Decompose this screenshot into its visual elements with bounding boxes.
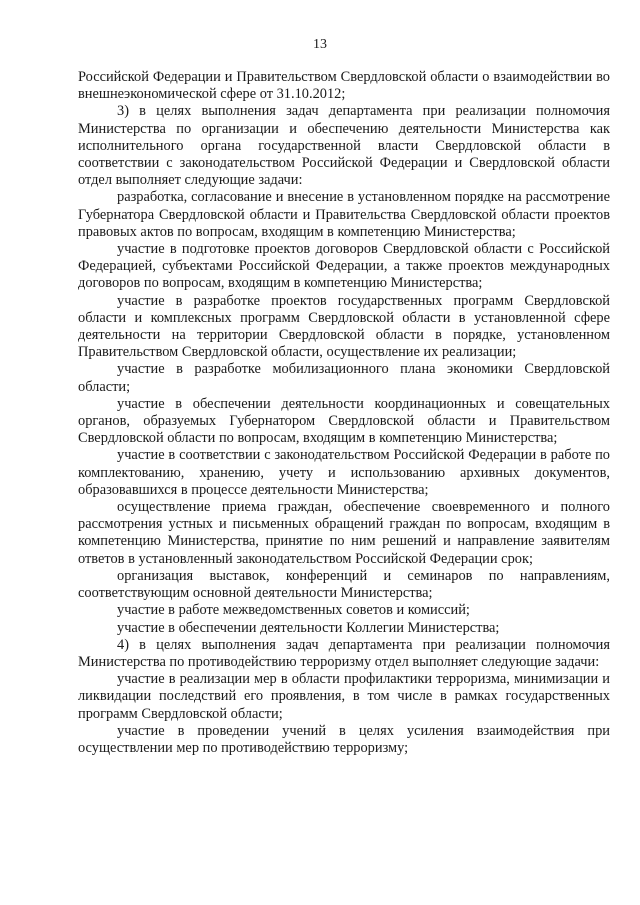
paragraph-task-coordination-bodies: участие в обеспечении деятельности координационных и совещательных органов, образуемых Губернатором Свердловской области и Правительством Свердловской области по вопросам, входящим в компетенцию Министерства; [78, 395, 610, 447]
paragraph-task-state-programs: участие в разработке проектов государственных программ Свердловской области и комплексных программ Свердловской области в установленной сфере деятельности на территории Свердловской области в порядке, установленном Правительством Свердловской области, осуществление их реализации; [78, 292, 610, 361]
document-body [78, 69, 610, 757]
page-number: 13 [313, 37, 327, 52]
paragraph-task-citizen-appeals: осуществление приема граждан, обеспечение своевременного и полного рассмотрения устных и письменных обращений граждан по вопросам, входящим в компетенцию Министерства, принятие по ним решений и направление заявителям ответов в установленный законодательством Российской Федерации срок; [78, 499, 610, 567]
paragraph-item-3-header: 3) в целях выполнения задач департамента при реализации полномочия Министерства по организации и обеспечению деятельности Министерства как исполнительного органа государственной власти Свердловской области в соответствии с законодательством Российской Федерации и Свердловской области отдел выполняет следующие задачи: [78, 103, 610, 189]
paragraph-task-archives: участие в соответствии с законодательством Российской Федерации в работе по комплектованию, хранению, учету и использованию архивных документов, образовавшихся в процессе деятельности Министерства; [78, 447, 610, 498]
paragraph-task-legal-acts: разработка, согласование и внесение в установленном порядке на рассмотрение Губернатора Свердловской области и Правительства Свердловской области проектов правовых актов по вопросам, входящим в компетенцию Министерства; [78, 189, 610, 240]
paragraph-task-councils: участие в работе межведомственных советов и комиссий; [117, 602, 470, 619]
paragraph-intro-continuation: Российской Федерации и Правительством Свердловской области о взаимодействии во внешнеэкономической сфере от 31.10.2012; [78, 69, 610, 103]
paragraph-item-4-header: 4) в целях выполнения задач департамента при реализации полномочия Министерства по противодействию терроризму отдел выполняет следующие задачи: [78, 636, 610, 670]
paragraph-task-collegium: участие в обеспечении деятельности Коллегии Министерства; [117, 619, 500, 636]
paragraph-task-exhibitions: организация выставок, конференций и семинаров по направлениям, соответствующим основной деятельности Министерства; [78, 567, 610, 602]
paragraph-task-terrorism-prevention: участие в реализации мер в области профилактики терроризма, минимизации и ликвидации последствий его проявления, в том числе в рамках государственных программ Свердловской области; [78, 671, 610, 722]
paragraph-task-mobilization-plan: участие в разработке мобилизационного плана экономики Свердловской области; [78, 361, 610, 395]
paragraph-task-exercises: участие в проведении учений в целях усиления взаимодействия при осуществлении мер по противодействию терроризму; [78, 722, 610, 756]
paragraph-task-agreements: участие в подготовке проектов договоров Свердловской области с Российской Федерацией, субъектами Российской Федерации, а также проектов международных договоров по вопросам, входящим в компетенцию Министерства; [78, 241, 610, 292]
